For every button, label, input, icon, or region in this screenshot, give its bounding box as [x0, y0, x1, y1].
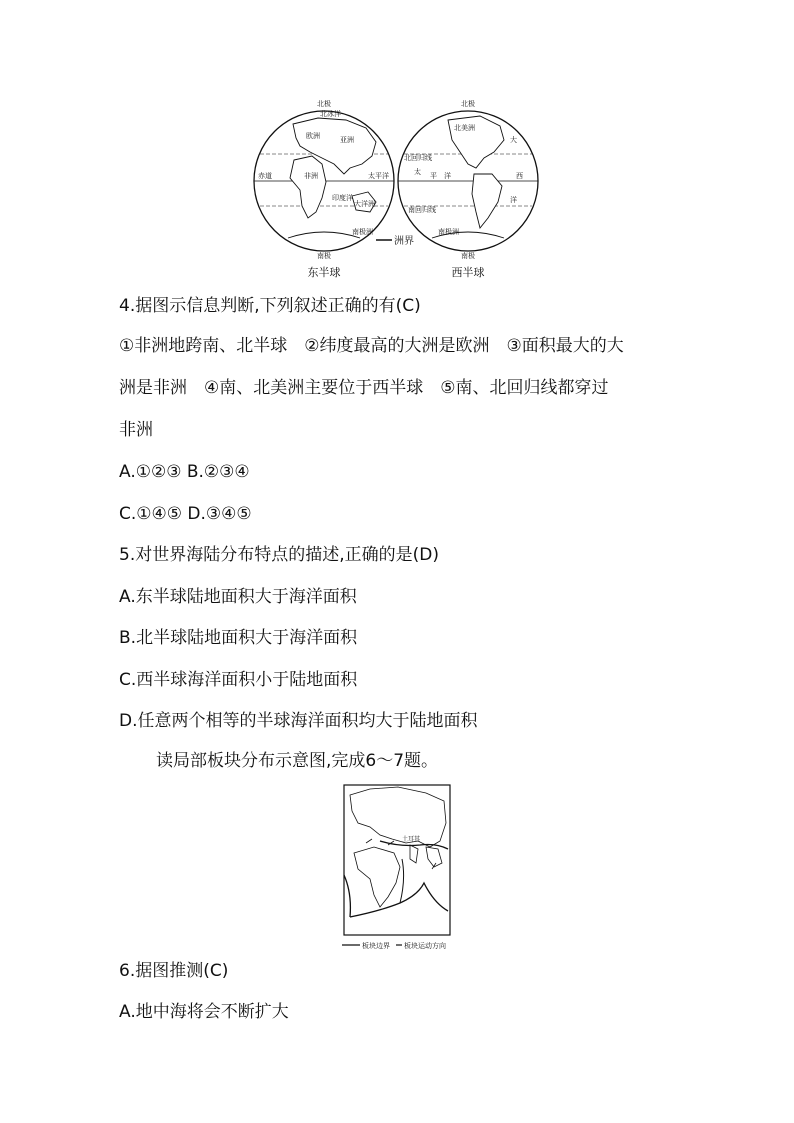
label-turkey: 土耳其 [402, 836, 421, 843]
label-equator: 赤道 [258, 172, 272, 180]
q6-7-intro: 读局部板块分布示意图,完成6～7题。 [156, 751, 439, 771]
q4-options-line2: C.①④⑤ D.③④⑤ [119, 504, 252, 524]
label-oceania: 大洋洲 [354, 200, 375, 208]
q5-option-b: B.北半球陆地面积大于海洋面积 [119, 628, 358, 648]
label-atlantic-3: 洋 [510, 196, 517, 204]
q4-statements-line1: ①非洲地跨南、北半球 ②纬度最高的大洲是欧洲 ③面积最大的大 [119, 336, 624, 356]
q5-stem: 5.对世界海陆分布特点的描述,正确的是(D) [119, 545, 439, 565]
label-pacific-2: 平 [430, 172, 437, 180]
legend-label: 洲界 [394, 236, 414, 247]
label-north-tropic: 北回归线 [404, 154, 432, 162]
east-hemisphere [254, 99, 394, 279]
label-pacific-3: 洋 [444, 172, 451, 180]
label-africa: 非洲 [304, 172, 318, 180]
q4-statements-line2: 洲是非洲 ④南、北美洲主要位于西半球 ⑤南、北回归线都穿过 [119, 378, 609, 398]
legend-continent-boundary [376, 234, 414, 247]
label-antarctica-west: 南极洲 [438, 228, 459, 236]
west-south-pole-label: 南极 [461, 252, 475, 260]
label-north-america: 北美洲 [454, 124, 475, 132]
plate-map-figure [340, 783, 456, 951]
q4-stem: 4.据图示信息判断,下列叙述正确的有(C) [119, 296, 421, 316]
q4-statements-line3: 非洲 [119, 420, 153, 440]
label-taipingyang-east: 太平洋 [368, 172, 389, 180]
east-hemisphere-caption: 东半球 [307, 266, 341, 279]
label-atlantic-2: 西 [516, 172, 523, 180]
q6-option-a: A.地中海将会不断扩大 [119, 1002, 289, 1022]
legend-plate-motion: 板块运动方向 [404, 942, 446, 950]
label-beibingyang: 北冰洋 [320, 110, 341, 118]
label-asia: 亚洲 [340, 136, 354, 144]
q5-option-a: A.东半球陆地面积大于海洋面积 [119, 587, 357, 607]
label-atlantic-1: 大 [510, 136, 517, 144]
label-europe: 欧洲 [306, 132, 320, 140]
q5-option-c: C.西半球海洋面积小于陆地面积 [119, 670, 358, 690]
west-hemisphere [398, 99, 538, 279]
q4-options-line1: A.①②③ B.②③④ [119, 462, 250, 482]
q5-option-d: D.任意两个相等的半球海洋面积均大于陆地面积 [119, 711, 478, 731]
east-north-pole-label: 北极 [317, 100, 331, 108]
label-indian-ocean: 印度洋 [332, 194, 353, 202]
west-north-pole-label: 北极 [461, 100, 475, 108]
east-south-pole-label: 南极 [317, 252, 331, 260]
hemisphere-map-figure [248, 94, 548, 282]
west-hemisphere-caption: 西半球 [451, 266, 485, 279]
label-south-tropic: 南回归线 [408, 206, 436, 214]
q6-stem: 6.据图推测(C) [119, 961, 229, 981]
label-antarctica-east: 南极洲 [352, 228, 373, 236]
legend-plate-boundary: 板块边界 [362, 942, 390, 950]
label-pacific-1: 太 [414, 168, 421, 176]
